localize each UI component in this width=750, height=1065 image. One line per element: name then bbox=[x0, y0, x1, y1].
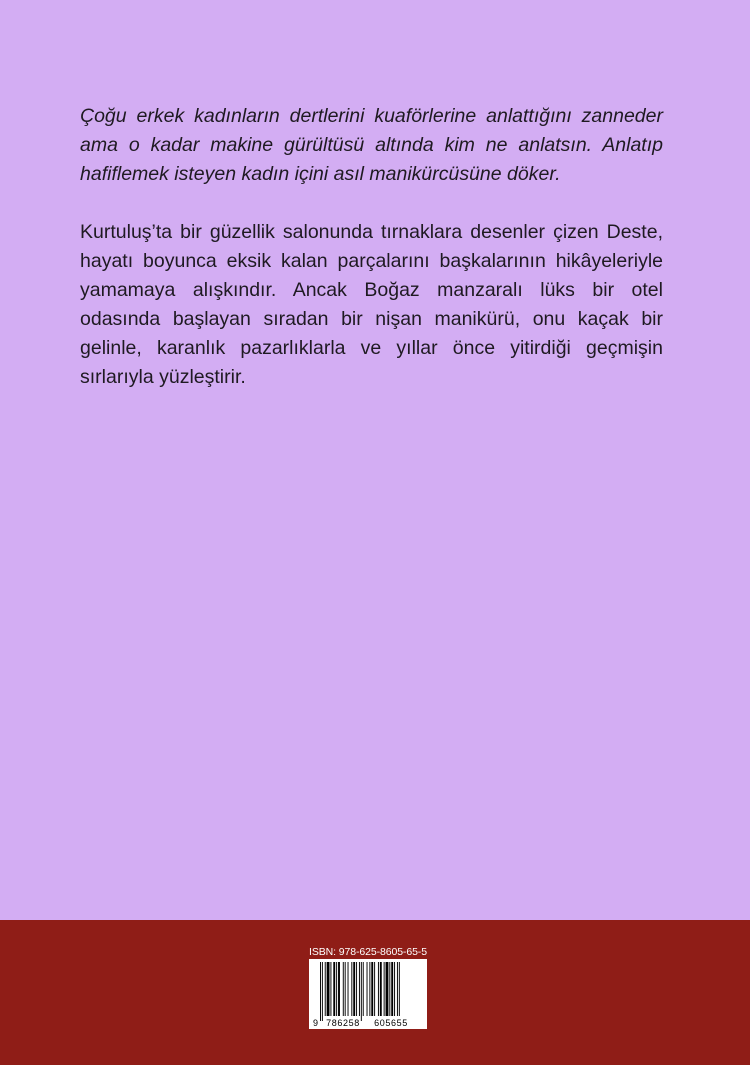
barcode-bar bbox=[356, 962, 357, 1016]
isbn-label: ISBN: 978-625-8605-65-5 bbox=[309, 946, 427, 958]
barcode-bar bbox=[333, 962, 335, 1016]
barcode-bar bbox=[397, 962, 398, 1016]
barcode-bar bbox=[380, 962, 382, 1016]
barcode-digits-left: 786258 bbox=[326, 1018, 360, 1028]
barcode-bar bbox=[351, 962, 352, 1016]
barcode-bar bbox=[343, 962, 344, 1016]
summary-paragraph: Kurtuluş’ta bir güzellik salonunda tırnaklara desenler çizen Deste, hayatı boyunca eksik kalan parçalarını başkalarının hikâyeleriyle yamamaya alışkındır. Ancak Boğaz manzaralı lüks bir otel odasında başlayan sıradan bir nişan manikürü, onu kaçak bir gelinle, karanlık pazarlıklarla ve yıllar önce yitirdiği geçmişin sırlarıyla yüzleştirir. bbox=[80, 221, 663, 388]
barcode-bar bbox=[345, 962, 346, 1016]
barcode-bar bbox=[369, 962, 370, 1016]
tagline-paragraph: Çoğu erkek kadınların dertlerini kuaförlerine anlattığını zanneder ama o kadar makine gürültüsü altında kim ne anlatsın. Anlatıp hafiflemek isteyen kadın içini asıl manikürcüsüne döker. bbox=[80, 105, 663, 185]
barcode-bar bbox=[371, 962, 373, 1016]
barcode-bar bbox=[336, 962, 337, 1016]
barcode-bar bbox=[389, 962, 390, 1016]
barcode-digit-first: 9 bbox=[313, 1018, 319, 1028]
barcode-bar bbox=[359, 962, 360, 1016]
barcode-bar bbox=[325, 962, 326, 1016]
barcode-bar bbox=[363, 962, 364, 1016]
barcode-bar bbox=[367, 962, 368, 1016]
barcode-digits-right: 605655 bbox=[374, 1018, 408, 1028]
barcode-bar bbox=[391, 962, 393, 1016]
barcode-bar bbox=[338, 962, 340, 1016]
barcode-bar bbox=[353, 962, 355, 1016]
barcode-bar bbox=[322, 962, 323, 1021]
barcode-bar bbox=[386, 962, 389, 1016]
barcode-image bbox=[309, 959, 427, 1029]
barcode-bar bbox=[374, 962, 375, 1016]
barcode-bar bbox=[330, 962, 331, 1016]
barcode-bar bbox=[384, 962, 385, 1016]
barcode-bar bbox=[394, 962, 395, 1016]
barcode-bar bbox=[399, 962, 400, 1016]
barcode-bar bbox=[327, 962, 330, 1016]
barcode-bar bbox=[320, 962, 321, 1021]
isbn-block bbox=[309, 946, 427, 1029]
barcode-bar bbox=[378, 962, 379, 1016]
barcode-bar bbox=[348, 962, 349, 1016]
blurb bbox=[80, 102, 663, 392]
barcode-bar bbox=[361, 962, 362, 1021]
